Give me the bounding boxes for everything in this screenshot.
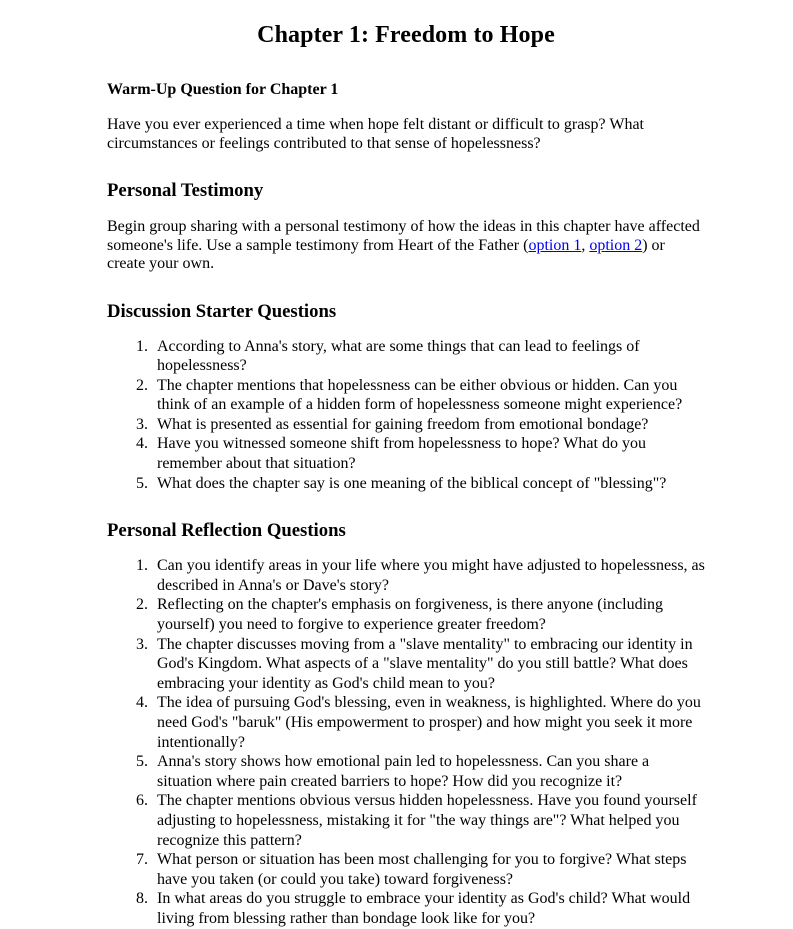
list-item: 1. According to Anna's story, what are some things that can lead to feelings of hopelessness? — [152, 337, 705, 376]
heading-personal-reflection-questions: Personal Reflection Questions — [107, 520, 346, 542]
list-item: 7. What person or situation has been most challenging for you to forgive? What steps have you taken (or could you take) toward forgiveness? — [152, 850, 705, 889]
heading-personal-testimony: Personal Testimony — [107, 180, 264, 201]
list-item: 2. Reflecting on the chapter's emphasis on forgiveness, is there anyone (including yourself) you need to forgive to experience greater freedom? — [152, 595, 705, 634]
list-item: 4. The idea of pursuing God's blessing, even in weakness, is highlighted. Where do you need God's "baruk" (His empowerment to prosper) and how might you seek it more intentionally? — [152, 693, 705, 752]
personal-testimony-paragraph — [107, 218, 705, 274]
list-item: 3. What is presented as essential for gaining freedom from emotional bondage? — [152, 415, 705, 435]
link-option-2[interactable]: option 2 — [589, 236, 643, 254]
testimony-text-before-links: Begin group sharing with a personal testimony of how the ideas in this chapter have affected someone's life. Use a sample testimony from Heart of the Father ( — [107, 218, 700, 254]
list-item: 5. What does the chapter say is one meaning of the biblical concept of "blessing"? — [152, 474, 705, 494]
list-item: 8. In what areas do you struggle to embrace your identity as God's child? What would living from blessing rather than bondage look like for you? — [152, 889, 705, 928]
discussion-starter-questions-list — [107, 337, 705, 494]
heading-discussion-starter-questions: Discussion Starter Questions — [107, 300, 337, 322]
list-item: 6. The chapter mentions obvious versus hidden hopelessness. Have you found yourself adjusting to hopelessness, mistaking it for "the way things are"? What helped you recognize this pattern? — [152, 791, 705, 850]
testimony-text-between-links: , — [581, 236, 590, 254]
list-item: 3. The chapter discusses moving from a "slave mentality" to embracing our identity in God's Kingdom. What aspects of a "slave mentality" do you still battle? What does embracing your identity as God's child mean to you? — [152, 635, 705, 694]
page-title: Chapter 1: Freedom to Hope — [257, 22, 555, 48]
warm-up-paragraph: Have you ever experienced a time when hope felt distant or difficult to grasp? What circumstances or feelings contributed to that sense of hopelessness? — [107, 116, 644, 152]
link-option-1[interactable]: option 1 — [528, 236, 582, 254]
list-item: 5. Anna's story shows how emotional pain led to hopelessness. Can you share a situation where pain created barriers to hope? How did you recognize it? — [152, 752, 705, 791]
list-item: 2. The chapter mentions that hopelessness can be either obvious or hidden. Can you think of an example of a hidden form of hopelessness someone might experience? — [152, 376, 705, 415]
personal-reflection-questions-list — [107, 556, 705, 928]
list-item: 4. Have you witnessed someone shift from hopelessness to hope? What do you remember about that situation? — [152, 434, 705, 473]
testimony-text-after-links: ) or create your own. — [107, 236, 665, 272]
list-item: 1. Can you identify areas in your life where you might have adjusted to hopelessness, as described in Anna's or Dave's story? — [152, 556, 705, 595]
heading-warm-up-question: Warm-Up Question for Chapter 1 — [107, 81, 339, 98]
